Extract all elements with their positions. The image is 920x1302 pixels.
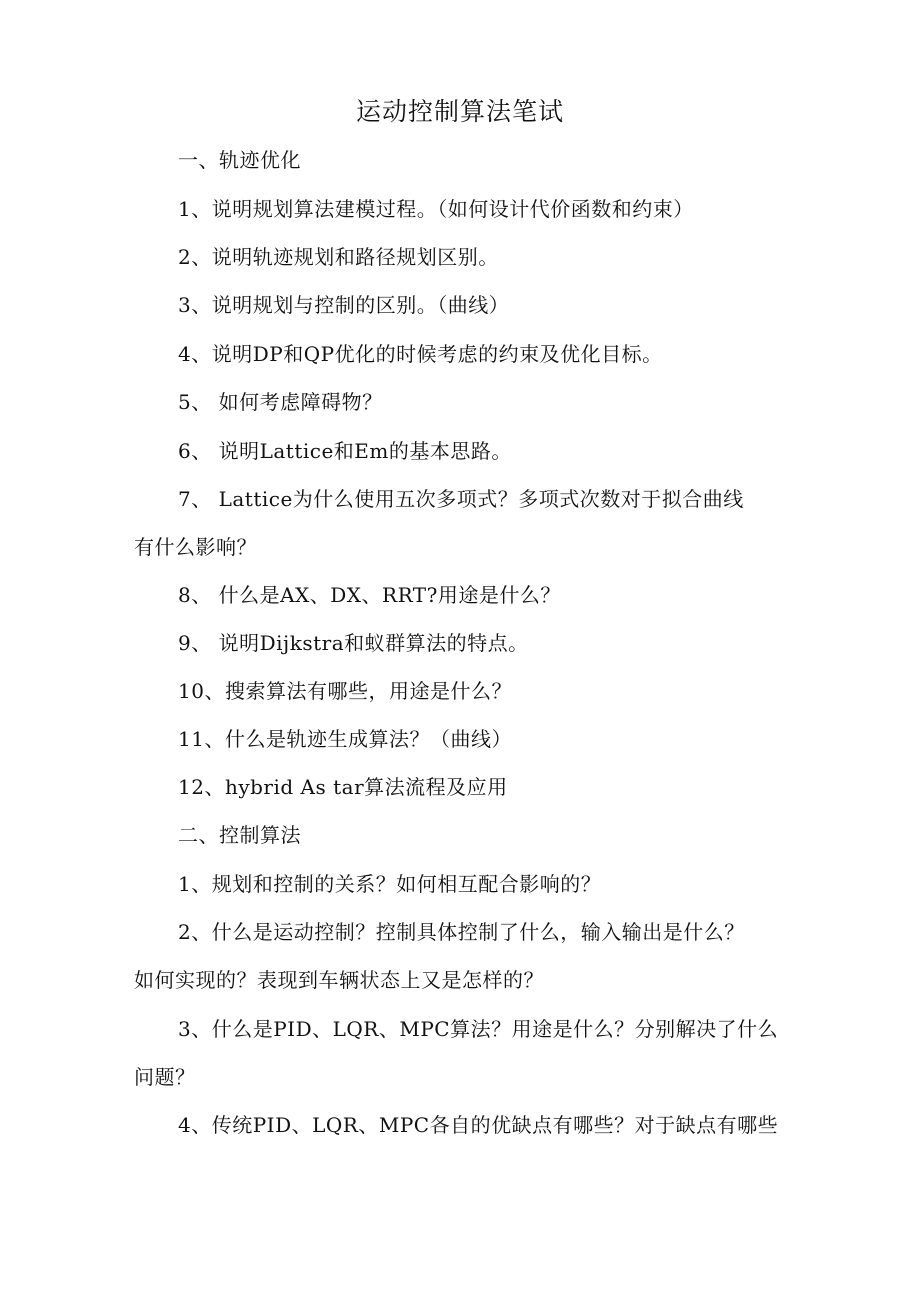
section-heading-control: 二、控制算法 — [178, 823, 301, 847]
section-heading-trajectory: 一、轨迹优化 — [178, 148, 301, 172]
question-1-8: 8、 什么是AX、DX、RRT?用途是什么？ — [178, 583, 561, 607]
question-2-2-continued: 如何实现的？表现到车辆状态上又是怎样的？ — [134, 968, 544, 992]
question-1-2: 2、说明轨迹规划和路径规划区别。 — [178, 245, 499, 269]
question-2-3: 3、什么是PID、LQR、MPC算法？用途是什么？分别解决了什么 — [178, 1017, 779, 1041]
question-2-2: 2、什么是运动控制？控制具体控制了什么，输入输出是什么？ — [178, 920, 745, 944]
question-1-7: 7、 Lattice为什么使用五次多项式？多项式次数对于拟合曲线 — [178, 487, 744, 511]
question-1-10: 10、搜索算法有哪些，用途是什么？ — [178, 679, 512, 703]
question-1-6: 6、 说明Lattice和Em的基本思路。 — [178, 439, 512, 463]
question-1-11: 11、什么是轨迹生成算法？（曲线） — [178, 727, 512, 751]
question-2-4: 4、传统PID、LQR、MPC各自的优缺点有哪些？对于缺点有哪些 — [178, 1113, 779, 1137]
question-1-3: 3、说明规划与控制的区别。（曲线） — [178, 293, 510, 317]
question-1-1: 1、说明规划算法建模过程。（如何设计代价函数和约束） — [178, 197, 694, 221]
question-2-3-continued: 问题？ — [134, 1065, 196, 1089]
document-title: 运动控制算法笔试 — [355, 97, 564, 126]
question-2-1: 1、规划和控制的关系？如何相互配合影响的？ — [178, 872, 602, 896]
question-1-5: 5、 如何考虑障碍物？ — [178, 390, 383, 414]
question-1-12: 12、hybrid As tar算法流程及应用 — [178, 775, 508, 799]
question-1-4: 4、说明DP和QP优化的时候考虑的约束及优化目标。 — [178, 342, 663, 366]
question-1-9: 9、 说明Dijkstra和蚁群算法的特点。 — [178, 631, 529, 655]
question-1-7-continued: 有什么影响？ — [134, 535, 257, 559]
